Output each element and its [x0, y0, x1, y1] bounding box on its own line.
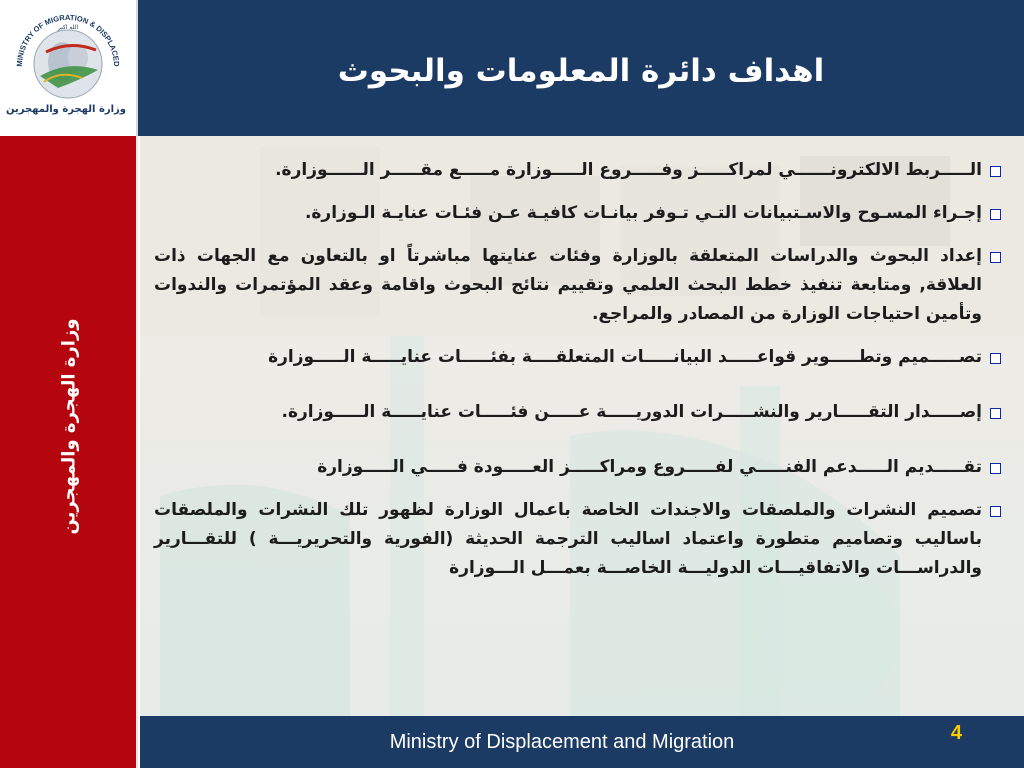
- ministry-logo: [0, 0, 138, 136]
- page-title: اهداف دائرة المعلومات والبحوث: [337, 53, 825, 89]
- bullet-list: [154, 156, 1004, 583]
- checkbox-bullet-icon: [986, 453, 1004, 482]
- logo-small-label: الله اكبر: [57, 24, 79, 31]
- list-item: تصـــــميم وتطـــــوير قواعـــــد البيانـــــات المتعلقــــة بفئـــــات عنايـــــة الـــــوزارة: [154, 343, 1004, 372]
- header-band: [0, 0, 1024, 136]
- logo-arabic-name: وزارة الهجرة والمهجرين: [5, 104, 127, 115]
- list-item: إعداد البحوث والدراسات المتعلقة بالوزارة وفئات عنايتها مباشرتاً او بالتعاون مع الجهات ذات العلاقة, ومتابعة تنفيذ خطط البحث العلمي وتقييم نتائج البحوث واقامة وعقد المؤتمرات والندوات وتأمين احتياجات الوزارة من المصادر والمراجع.: [154, 242, 1004, 329]
- side-band: [0, 136, 138, 768]
- side-band-label: وزارة الهجرة والمهجرين: [58, 317, 80, 535]
- page-number: 4: [950, 722, 962, 744]
- checkbox-bullet-icon: [986, 496, 1004, 525]
- checkbox-bullet-icon: [986, 398, 1004, 427]
- list-item: إصـــــدار التقـــــارير والنشـــــرات الدوريـــــة عـــــن فئـــــات عنايـــــة الـــــوزارة.: [154, 398, 1004, 427]
- checkbox-bullet-icon: [986, 199, 1004, 228]
- list-item: تصميم النشرات والملصقات والاجندات الخاصة باعمال الوزارة لظهور تلك النشرات والملصقات باساليب وتصاميم متطورة واعتماد اساليب الترجمة الحديثة (الفورية والتحريريـــة ) للتقـــارير والدراســـات والاتفاقيـــات الدوليـــة الخاصـــة بعمـــل الـــوزارة: [154, 496, 1004, 583]
- content-area: [140, 136, 1024, 716]
- checkbox-bullet-icon: [986, 242, 1004, 271]
- list-item: تقـــــديم الـــــدعم الفنـــــي لفـــــروع ومراكـــــز العـــــودة فـــــي الـــــوزارة: [154, 453, 1004, 482]
- checkbox-bullet-icon: [986, 343, 1004, 372]
- list-item: الـــــربط الالكترونــــــي لمراكـــــز وفـــــروع الـــــوزارة مـــــع مقـــــر الــــــوزارة.: [154, 156, 1004, 185]
- logo-ring-text: MINISTRY OF MIGRATION & DISPLACED: [14, 12, 122, 67]
- footer-band: [140, 716, 1024, 768]
- checkbox-bullet-icon: [986, 156, 1004, 185]
- list-item: إجـراء المسـوح والاسـتبيانات التـي تـوفر بيانـات كافيـة عـن فئـات عنايـة الـوزارة.: [154, 199, 1004, 228]
- logo-emblem-icon: [0, 0, 136, 136]
- footer-title: Ministry of Displacement and Migration: [389, 730, 735, 753]
